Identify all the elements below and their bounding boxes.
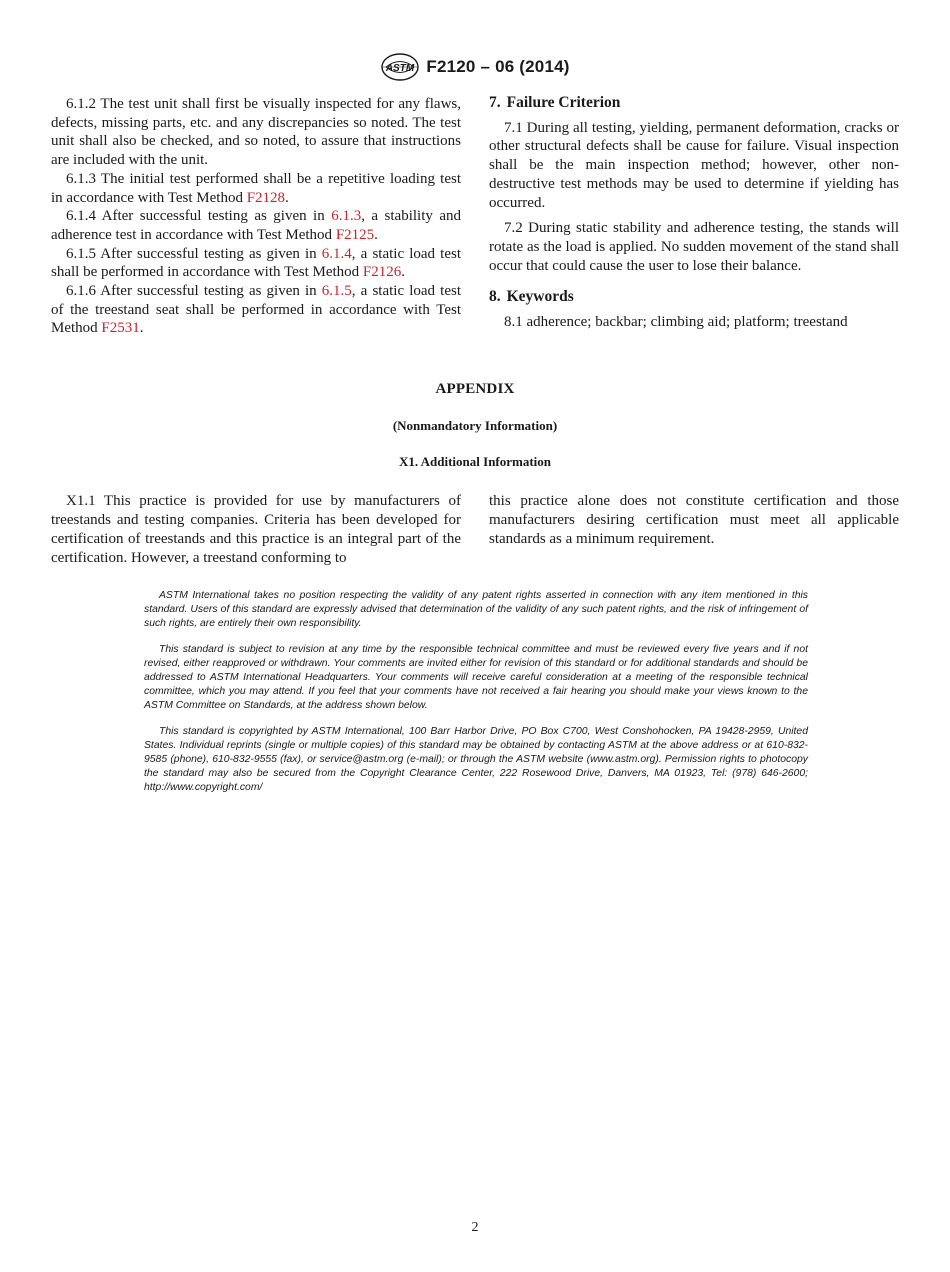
para-text: The test unit shall first be visually inspected for any flaws, defects, missing parts, etc. and any discrepancies so noted. The test unit shall also be checked, and so noted, to assure that instructions are included with the unit. — [51, 96, 461, 169]
left-column — [51, 95, 461, 338]
ref-link-6-1-4[interactable]: 6.1.4 — [321, 245, 352, 262]
para-end: . — [401, 264, 405, 281]
para-num: 6.1.5 — [66, 245, 96, 262]
revision-notice: This standard is subject to revision at any time by the responsible technical committee and must be reviewed every five years and if not revised, either reapproved or withdrawn. Your comments are invited either for revision of this standard or for additional standards and should be addressed to ASTM International Headquarters. Your comments will receive careful consideration at a meeting of the responsible technical committee, which you may attend. If you feel that your comments have not received a fair hearing you should make your views known to the ASTM Committee on Standards, at the address shown below. — [144, 644, 808, 711]
para-text: After successful testing as given in — [96, 208, 332, 225]
patent-notice: ASTM International takes no position respecting the validity of any patent rights asserted in connection with any item mentioned in this standard. Users of this standard are expressly advised that determination of the validity of any such patent rights, and the risk of infringement of such rights, are entirely their own responsibility. — [144, 590, 808, 629]
ref-link-f2126[interactable]: F2126 — [362, 264, 402, 281]
logo-text: ASTM — [386, 63, 415, 74]
appendix-left-column — [51, 492, 461, 568]
spacer — [489, 212, 899, 219]
ref-link-f2125[interactable]: F2125 — [335, 226, 375, 243]
header-inner — [380, 52, 569, 82]
ref-link-f2531[interactable]: F2531 — [101, 320, 140, 337]
appendix-title: APPENDIX — [435, 381, 515, 397]
paragraph-6-1-3 — [51, 170, 461, 207]
section-7-heading — [489, 94, 899, 113]
paragraph-6-1-2 — [51, 95, 461, 170]
section-number: 8. — [489, 288, 501, 306]
para-end: . — [139, 320, 144, 337]
ref-link-f2128[interactable]: F2128 — [246, 189, 286, 206]
paragraph-6-1-4 — [51, 207, 461, 244]
para-num: 6.1.3 — [66, 170, 96, 187]
paragraph-6-1-6 — [51, 282, 461, 338]
section-number: 7. — [489, 94, 501, 111]
copyright-notice: This standard is copyrighted by ASTM International, 100 Barr Harbor Drive, PO Box C700, West Conshohocken, PA 19428-2959, United States. Individual reprints (single or multiple copies) of this standard may be obtained by contacting ASTM at the above address or at 610-832-9585 (phone), 610-832-9555 (fax), or service@astm.org (e-mail); or through the ASTM website (www.astm.org). Permission rights to photocopy the standard may also be secured from the Copyright Clearance Center, 222 Rosewood Drive, Danvers, MA 01923, Tel: (978) 646-2600; http://www.copyright.com/ — [144, 726, 808, 793]
para-text: After successful testing as given in — [96, 283, 322, 300]
page-header — [0, 52, 950, 87]
paragraph-8-1: 8.1 adherence; backbar; climbing aid; platform; treestand — [504, 314, 848, 331]
legal-notices — [144, 589, 808, 807]
para-end: . — [374, 226, 378, 243]
paragraph-7-2: 7.2 During static stability and adherence testing, the stands will rotate as the load is applied. No sudden movement of the stand shall occur that could cause the user to lose their balance. — [489, 220, 899, 274]
para-num: 6.1.4 — [66, 208, 96, 225]
ref-link-6-1-5[interactable]: 6.1.5 — [321, 283, 352, 300]
para-text: , a stability and adherence test in accordance with Test Method — [51, 208, 461, 243]
para-num: 6.1.6 — [66, 283, 96, 300]
section-8-heading — [489, 288, 899, 307]
right-column — [489, 94, 899, 332]
paragraph-x1-1-continued: this practice alone does not constitute certification and those manufacturers desiring certification must meet all applicable standards as a minimum requirement. — [489, 493, 899, 547]
para-text: After successful testing as given in — [96, 245, 322, 262]
appendix-right-column — [489, 492, 899, 549]
paragraph-6-1-5 — [51, 245, 461, 282]
appendix-subtitle: (Nonmandatory Information) — [392, 418, 558, 433]
page-number: 2 — [471, 1220, 479, 1235]
standard-designation: F2120 – 06 (2014) — [426, 57, 570, 76]
para-text: The initial test performed shall be a repetitive loading test in accordance with Test Method — [51, 170, 461, 206]
appendix-section-heading: X1. Additional Information — [398, 454, 552, 469]
para-num: 6.1.2 — [66, 96, 96, 112]
para-end: . — [285, 189, 289, 206]
para-text: , a static load test shall be performed in accordance with Test Method — [51, 245, 461, 281]
section-title: Failure Criterion — [506, 94, 621, 111]
section-title: Keywords — [506, 288, 574, 306]
paragraph-x1-1: X1.1 This practice is provided for use by manufacturers of treestands and testing companies. Criteria has been developed for certification of treestands and this practice is an integral part of the certification. However, a treestand conforming to — [51, 493, 461, 566]
astm-logo-icon — [380, 52, 420, 82]
para-text: , a static load test of the treestand seat shall be performed in accordance with Test Method — [51, 283, 461, 337]
ref-link-6-1-3[interactable]: 6.1.3 — [331, 208, 362, 225]
paragraph-7-1: 7.1 During all testing, yielding, permanent deformation, cracks or other structural defects shall be cause for failure. Visual inspection shall be the main inspection method; however, other non-destructive test methods may be used to determine if yielding has occurred. — [489, 119, 899, 211]
spacer — [489, 275, 899, 288]
